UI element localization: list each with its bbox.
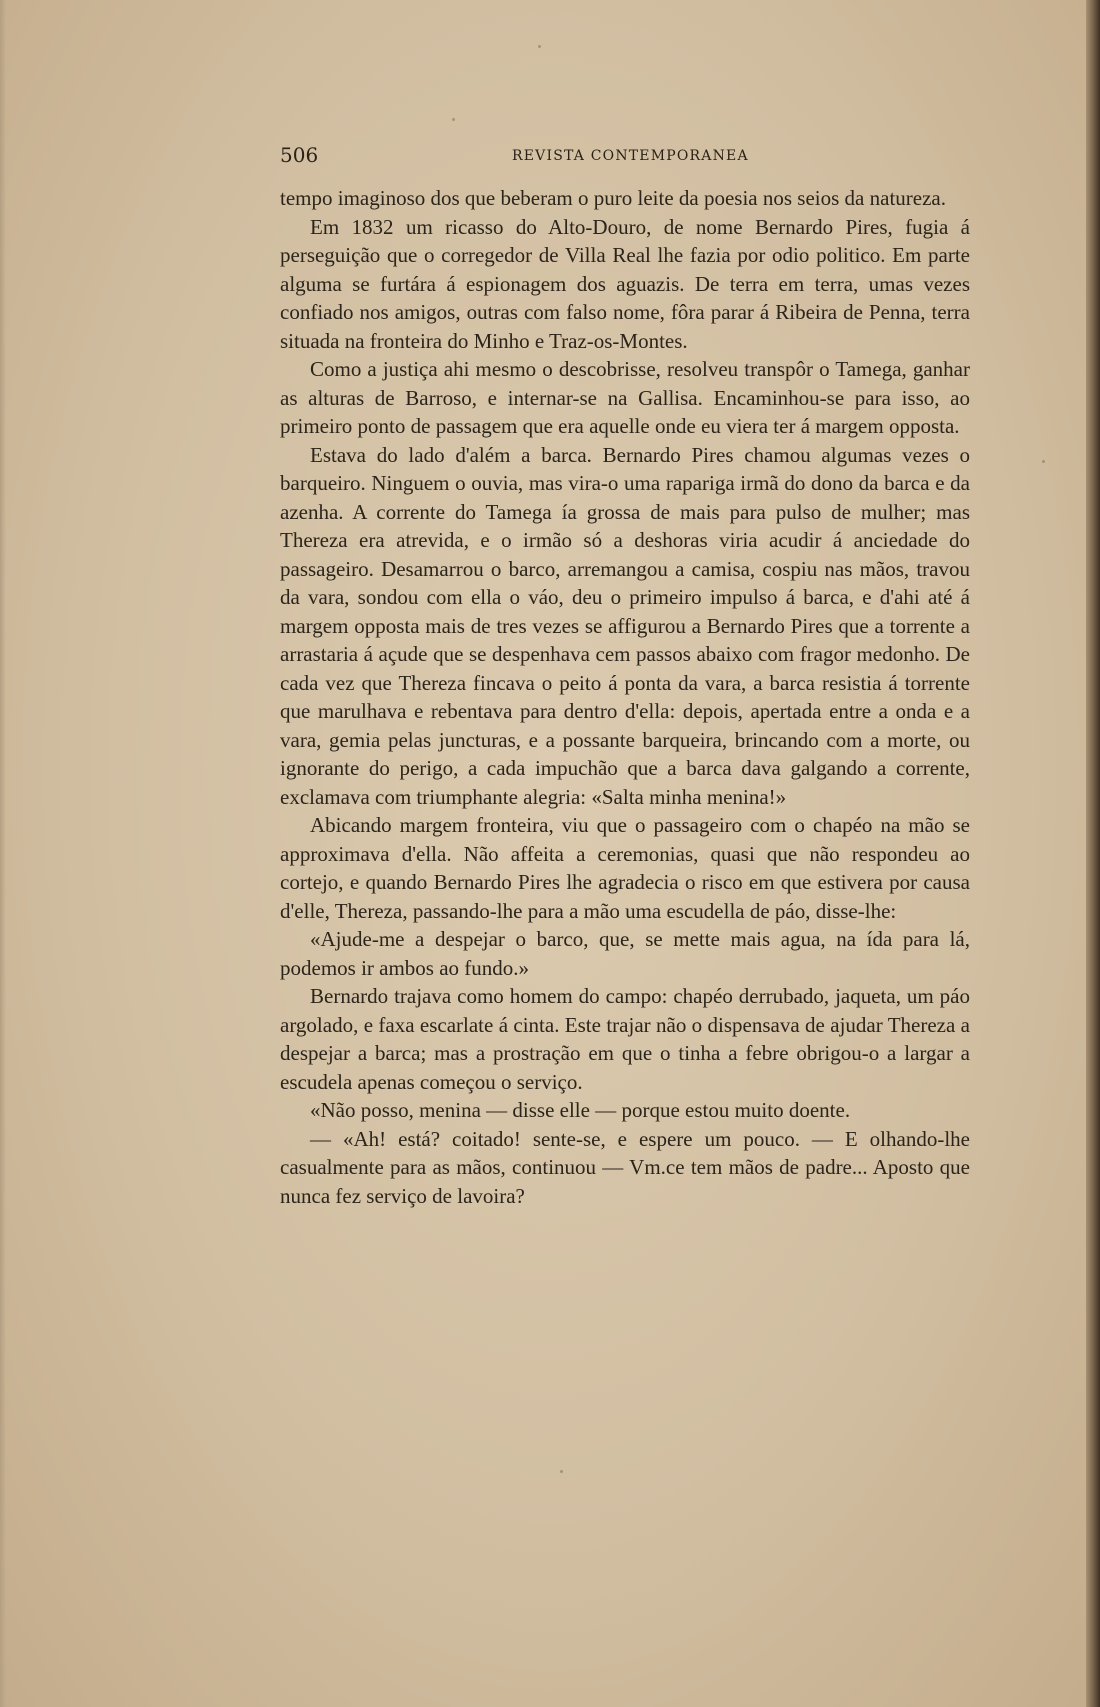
paragraph: Estava do lado d'além a barca. Bernardo Pires chamou algumas vezes o barqueiro. Ninguem o ouvia, mas vira-o uma rapariga irmã do dono da barca e da azenha. A corrente do Tamega ía grossa de mais para pulso de mulher; mas Thereza era atrevida, e o irmão só a deshoras viria acudir á anciedade do passageiro. Desamarrou o barco, arremangou a camisa, cospiu nas mãos, travou da vara, sondou com ella o váo, deu o primeiro impulso á barca, e d'ahi até á margem opposta mais de tres vezes se affigurou a Bernardo Pires que a torrente a arrastaria á açude que se despenhava cem passos abaixo com fragor medonho. De cada vez que Thereza fincava o peito á ponta da vara, a barca resistia á torrente que marulhava e rebentava para dentro d'ella: depois, apertada entre a onda e a vara, gemia pelas juncturas, e a possante barqueira, brincando com a morte, ou ignorante do perigo, a cada impuchão que a barca dava galgando a corrente, exclamava com triumphante alegria: «Salta minha menina!» xyxy=(280,442,970,809)
page-binding-edge xyxy=(1086,0,1100,1707)
paragraph: «Não posso, menina — disse elle — porque estou muito doente. xyxy=(310,1098,851,1122)
page-left-shadow xyxy=(0,0,6,1707)
body-text xyxy=(280,184,970,1210)
paragraph: Em 1832 um ricasso do Alto-Douro, de nome Bernardo Pires, fugia á perseguição que o corregedor de Villa Real lhe fazia por odio politico. Em parte alguma se furtára á espionagem dos aguazis. De terra em terra, umas vezes confiado nos amigos, outras com falso nome, fôra parar á Ribeira de Penna, terra situada na fronteira do Minho e Traz-os-Montes. xyxy=(280,214,970,353)
paper-speck xyxy=(560,1470,563,1473)
paragraph: tempo imaginoso dos que beberam o puro leite da poesia nos seios da natureza. xyxy=(280,186,946,210)
running-head: REVISTA CONTEMPORANEA xyxy=(512,148,749,164)
paragraph: Como a justiça ahi mesmo o descobrisse, resolveu transpôr o Tamega, ganhar as alturas de Barroso, e internar-se na Gallisa. Encaminhou-se para isso, ao primeiro ponto de passagem que era aquelle onde eu viera ter á margem opposta. xyxy=(280,357,970,438)
paper-speck xyxy=(1042,460,1045,463)
paper-speck xyxy=(452,118,455,121)
page-header xyxy=(280,143,970,169)
paragraph: Bernardo trajava como homem do campo: chapéo derrubado, jaqueta, um páo argolado, e faxa escarlate á cinta. Este trajar não o dispensava de ajudar Thereza a despejar a barca; mas a prostração em que o tinha a febre obrigou-o a largar a escudela apenas começou o serviço. xyxy=(280,984,970,1094)
paragraph: — «Ah! está? coitado! sente-se, e espere um pouco. — E olhando-lhe casualmente para as mãos, continuou — Vm.ce tem mãos de padre... Aposto que nunca fez serviço de lavoira? xyxy=(280,1126,970,1208)
paper-speck xyxy=(538,45,541,48)
paragraph: «Ajude-me a despejar o barco, que, se mette mais agua, na ída para lá, podemos ir ambos ao fundo.» xyxy=(280,927,970,980)
paragraph: Abicando margem fronteira, viu que o passageiro com o chapéo na mão se approximava d'ella. Não affeita a ceremonias, quasi que não respondeu ao cortejo, e quando Bernardo Pires lhe agradecia o risco em que estivera por causa d'elle, Thereza, passando-lhe para a mão uma escudella de páo, disse-lhe: xyxy=(280,813,970,923)
page-number: 506 xyxy=(280,143,319,167)
